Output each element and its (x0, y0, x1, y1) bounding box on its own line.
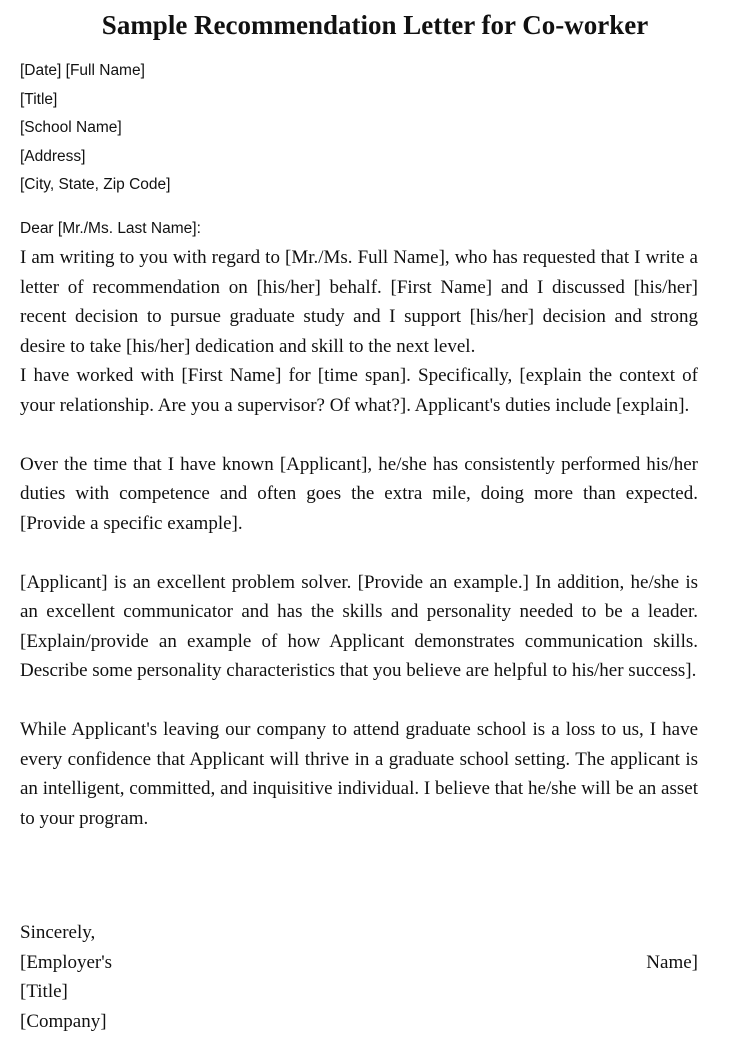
signature-name-right: Name] (646, 951, 698, 973)
signature-company: [Company] (20, 1010, 107, 1032)
address-line-address: [Address] (20, 147, 86, 165)
paragraph-skills: [Applicant] is an excellent problem solver. [Provide an example.] In addition, he/she is an excellent communicator and has the skills and personality needed to be a leader. [Explain/provide an example of how Applicant demonstrates communication skills. Describe some personality characteristics that you believe are helpful to his/her success]. (20, 571, 698, 681)
address-line-school: [School Name] (20, 119, 122, 137)
signature-name-left: [Employer's (20, 951, 113, 973)
address-line-title: [Title] (20, 90, 58, 108)
letter-closing (20, 918, 698, 1036)
paragraph-conclusion: While Applicant's leaving our company to attend graduate school is a loss to us, I have every confidence that Applicant will thrive in a graduate school setting. The applicant is an intelligent, committed, and inquisitive individual. I believe that he/she will be an asset to your program. (20, 719, 698, 829)
paragraph-performance: Over the time that I have known [Applicant], he/she has consistently performed his/her duties with competence and often goes the extra mile, doing more than expected. [Provide a specific example]. (20, 453, 698, 534)
letter-body (20, 243, 698, 833)
letter-title: Sample Recommendation Letter for Co-worker (101, 10, 649, 40)
address-line-city-state-zip: [City, State, Zip Code] (20, 176, 171, 194)
address-line-date-name: [Date] [Full Name] (20, 62, 145, 79)
salutation: Dear [Mr./Ms. Last Name]: (20, 220, 201, 237)
sign-off: Sincerely, (20, 922, 96, 943)
paragraph-intro: I am writing to you with regard to [Mr./Ms. Full Name], who has requested that I write a letter of recommendation on [his/her] behalf. [First Name] and I discussed [his/her] recent decision to pursue graduate study and I support [his/her] decision and strong desire to take [his/her] dedication and skill to the next level. (20, 247, 698, 357)
recipient-address-block (20, 57, 170, 200)
signature-name-row (20, 948, 698, 978)
signature-title: [Title] (20, 981, 68, 1002)
paragraph-relationship: I have worked with [First Name] for [time span]. Specifically, [explain the context of your relationship. Are you a supervisor? Of what?]. Applicant's duties include [explain]. (20, 365, 698, 416)
